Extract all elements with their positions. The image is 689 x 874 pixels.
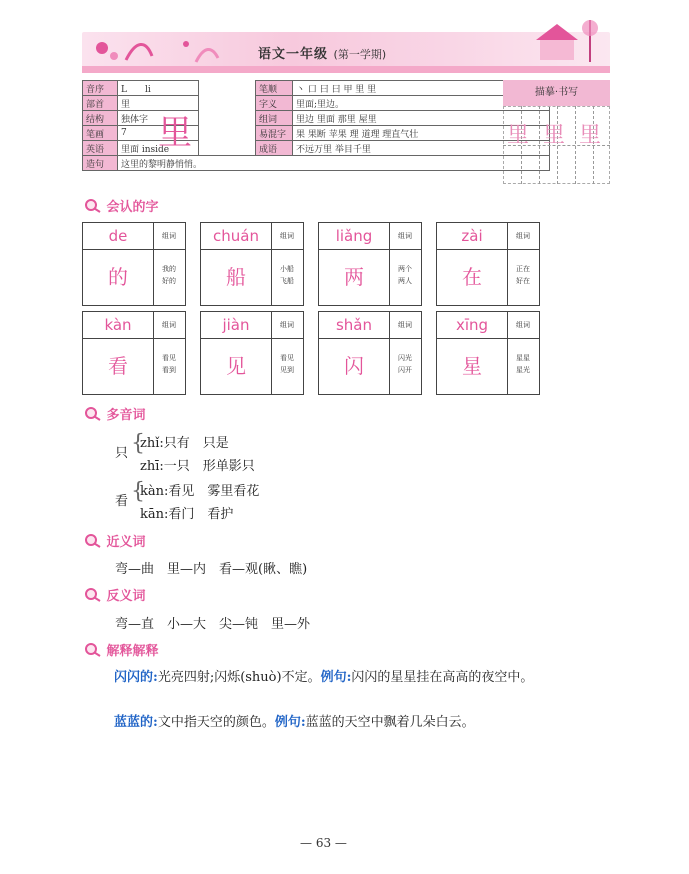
value-zaoju: 这里的黎明静悄悄。 bbox=[118, 156, 550, 171]
card-zuci-label: 组词 bbox=[389, 312, 421, 339]
section-title: 多音词 bbox=[106, 408, 146, 423]
label-bushou: 部首 bbox=[83, 96, 118, 111]
card-pinyin: xīng bbox=[437, 312, 508, 339]
card-hanzi: 闪 bbox=[319, 339, 390, 394]
value-yinxu: L li bbox=[118, 81, 199, 96]
card-words: 小船 飞船 bbox=[280, 265, 294, 285]
magnifier-icon bbox=[84, 588, 102, 602]
card-words: 闪光 闪开 bbox=[398, 354, 412, 374]
polyphone-char: 只 bbox=[115, 446, 129, 461]
section-antonym bbox=[84, 585, 146, 604]
card-words: 星星 星光 bbox=[516, 354, 530, 374]
char-card bbox=[436, 311, 540, 395]
magnifier-icon bbox=[84, 534, 102, 548]
section-title: 反义词 bbox=[106, 589, 146, 604]
subtitle-text: (第一学期) bbox=[333, 48, 387, 61]
card-pinyin: zài bbox=[437, 223, 508, 250]
card-words: 正在 好在 bbox=[516, 265, 530, 285]
brace-icon: { bbox=[131, 431, 145, 456]
card-hanzi: 见 bbox=[201, 339, 272, 394]
card-zuci-label: 组词 bbox=[153, 312, 185, 339]
polyphone-reading: zhī:一只 形单影只 bbox=[140, 459, 255, 474]
page-title bbox=[258, 43, 386, 62]
card-pinyin: de bbox=[83, 223, 154, 250]
char-card bbox=[200, 222, 304, 306]
label-yingyu: 英语 bbox=[83, 141, 118, 156]
card-zuci-label: 组词 bbox=[153, 223, 185, 250]
brace-icon: { bbox=[131, 479, 145, 504]
value-jiegou: 独体字 bbox=[118, 111, 199, 126]
char-card bbox=[82, 222, 186, 306]
flower-decoration-icon bbox=[86, 30, 226, 66]
explanation-paragraph bbox=[84, 667, 610, 689]
char-card bbox=[82, 311, 186, 395]
header-bar bbox=[82, 66, 610, 73]
explanation-paragraph bbox=[84, 712, 610, 734]
card-hanzi: 在 bbox=[437, 250, 508, 305]
example-sentence: 闪闪的星星挂在高高的夜空中。 bbox=[351, 670, 534, 685]
writing-label: 描摹·书写 bbox=[503, 80, 610, 106]
big-char: 里 bbox=[158, 113, 192, 153]
section-polyphone bbox=[84, 404, 146, 423]
antonym-list: 弯—直 小—大 尖—钝 里—外 bbox=[115, 617, 311, 632]
page-number: — 63 — bbox=[300, 836, 347, 850]
card-words: 看见 见到 bbox=[280, 354, 294, 374]
section-recognize bbox=[84, 196, 159, 215]
magnifier-icon bbox=[84, 407, 102, 421]
card-zuci-label: 组词 bbox=[507, 312, 539, 339]
card-hanzi: 星 bbox=[437, 339, 508, 394]
card-zuci-label: 组词 bbox=[271, 223, 303, 250]
big-char-cell bbox=[199, 81, 256, 156]
title-text: 语文一年级 bbox=[258, 47, 329, 62]
polyphone-reading: kān:看门 看护 bbox=[140, 507, 234, 522]
card-pinyin: shǎn bbox=[319, 312, 390, 339]
value-yihunzi: 果 果断 苹果 理 道理 理直气壮 bbox=[293, 126, 550, 141]
label-bihua: 笔画 bbox=[83, 126, 118, 141]
value-bishun: 丶 口 曰 曰 甲 里 里 bbox=[293, 81, 550, 96]
card-words: 我的 好的 bbox=[162, 265, 176, 285]
label-chengyu: 成语 bbox=[256, 141, 293, 156]
label-zaoju: 造句 bbox=[83, 156, 118, 171]
term: 蓝蓝的: bbox=[114, 715, 158, 730]
char-info-table bbox=[82, 80, 550, 171]
label-yinxu: 音序 bbox=[83, 81, 118, 96]
synonym-list: 弯—曲 里—内 看—观(瞅、瞧) bbox=[115, 562, 308, 577]
card-pinyin: kàn bbox=[83, 312, 154, 339]
example-sentence: 蓝蓝的天空中飘着几朵白云。 bbox=[305, 715, 475, 730]
example-label: 例句: bbox=[320, 670, 352, 685]
char-card bbox=[318, 222, 422, 306]
card-hanzi: 两 bbox=[319, 250, 390, 305]
section-explain bbox=[84, 640, 159, 659]
value-zuci: 里边 里面 那里 屋里 bbox=[293, 111, 550, 126]
char-card bbox=[318, 311, 422, 395]
card-words: 看见 看到 bbox=[162, 354, 176, 374]
char-card bbox=[436, 222, 540, 306]
value-chengyu: 不远万里 举目千里 bbox=[293, 141, 550, 156]
writing-char: 里 bbox=[543, 123, 566, 148]
writing-char: 里 bbox=[507, 123, 530, 148]
card-hanzi: 的 bbox=[83, 250, 154, 305]
value-ziyi: 里面;里边。 bbox=[293, 96, 550, 111]
card-pinyin: jiàn bbox=[201, 312, 272, 339]
polyphone-reading: kàn:看见 雾里看花 bbox=[140, 484, 260, 499]
definition: 光亮四射;闪烁(shuò)不定。 bbox=[157, 670, 321, 685]
card-hanzi: 看 bbox=[83, 339, 154, 394]
section-title: 解释解释 bbox=[106, 644, 159, 659]
section-synonym bbox=[84, 531, 146, 550]
value-bushou: 里 bbox=[118, 96, 199, 111]
card-words: 两个 两人 bbox=[398, 265, 412, 285]
house-decoration-icon bbox=[530, 18, 608, 66]
magnifier-icon bbox=[84, 199, 102, 213]
polyphone-char: 看 bbox=[115, 494, 129, 509]
card-zuci-label: 组词 bbox=[507, 223, 539, 250]
section-title: 近义词 bbox=[106, 535, 146, 550]
char-card bbox=[200, 311, 304, 395]
label-bishun: 笔顺 bbox=[256, 81, 293, 96]
card-pinyin: chuán bbox=[201, 223, 272, 250]
section-title: 会认的字 bbox=[106, 200, 159, 215]
term: 闪闪的: bbox=[114, 670, 158, 685]
label-zuci: 组词 bbox=[256, 111, 293, 126]
magnifier-icon bbox=[84, 643, 102, 657]
value-yingyu: 里面 inside bbox=[118, 141, 199, 156]
writing-char: 里 bbox=[579, 123, 602, 148]
definition: 文中指天空的颜色。 bbox=[157, 715, 275, 730]
card-zuci-label: 组词 bbox=[389, 223, 421, 250]
label-yihunzi: 易混字 bbox=[256, 126, 293, 141]
label-jiegou: 结构 bbox=[83, 111, 118, 126]
polyphone-reading: zhǐ:只有 只是 bbox=[140, 436, 229, 451]
card-zuci-label: 组词 bbox=[271, 312, 303, 339]
card-pinyin: liǎng bbox=[319, 223, 390, 250]
example-label: 例句: bbox=[274, 715, 306, 730]
card-hanzi: 船 bbox=[201, 250, 272, 305]
label-ziyi: 字义 bbox=[256, 96, 293, 111]
value-bihua: 7 bbox=[118, 126, 199, 141]
